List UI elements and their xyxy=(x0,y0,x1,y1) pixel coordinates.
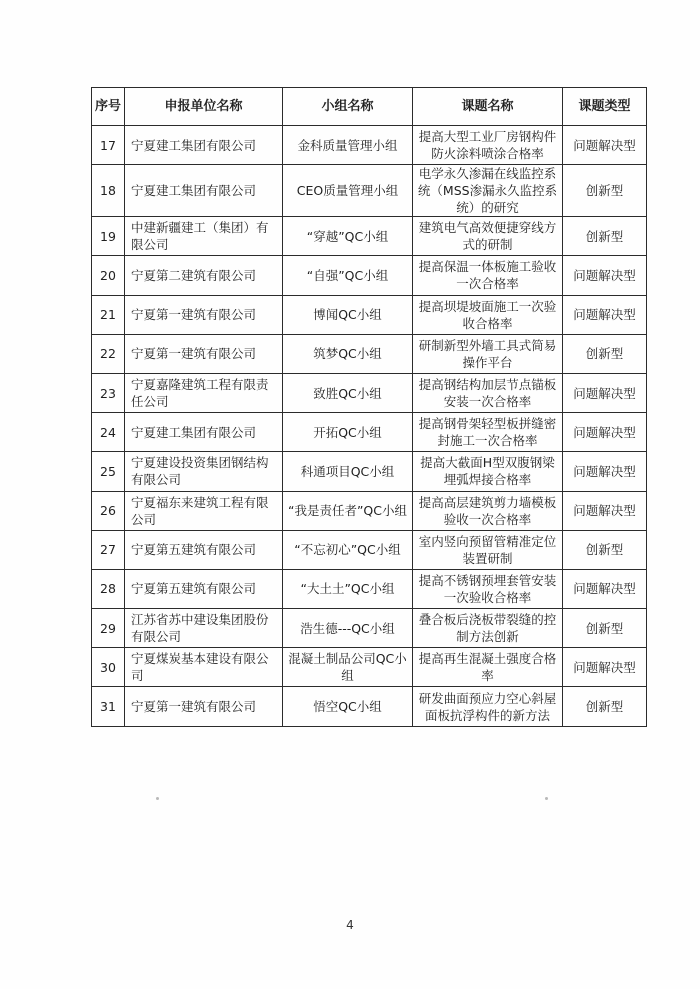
cell-serial-number: 23 xyxy=(92,373,125,412)
cell-serial-number: 29 xyxy=(92,609,125,648)
cell-topic-name: 叠合板后浇板带裂缝的控制方法创新 xyxy=(413,609,563,648)
cell-serial-number: 25 xyxy=(92,452,125,491)
cell-serial-number: 17 xyxy=(92,126,125,165)
cell-topic-type: 问题解决型 xyxy=(563,648,647,687)
cell-unit-name: 宁夏第二建筑有限公司 xyxy=(125,256,283,295)
cell-unit-name: 中建新疆建工（集团）有限公司 xyxy=(125,217,283,256)
cell-group-name: CEO质量管理小组 xyxy=(283,165,413,217)
table-row xyxy=(92,648,647,687)
table-row xyxy=(92,530,647,569)
cell-topic-name: 提高坝堤坡面施工一次验收合格率 xyxy=(413,295,563,334)
cell-serial-number: 26 xyxy=(92,491,125,530)
cell-unit-name: 宁夏第五建筑有限公司 xyxy=(125,569,283,608)
cell-serial-number: 30 xyxy=(92,648,125,687)
table-row xyxy=(92,609,647,648)
cell-unit-name: 宁夏煤炭基本建设有限公司 xyxy=(125,648,283,687)
cell-topic-type: 问题解决型 xyxy=(563,295,647,334)
cell-topic-type: 创新型 xyxy=(563,687,647,726)
table-row xyxy=(92,165,647,217)
cell-unit-name: 宁夏第一建筑有限公司 xyxy=(125,295,283,334)
table-row xyxy=(92,687,647,726)
cell-group-name: 浩生德---QC小组 xyxy=(283,609,413,648)
cell-unit-name: 宁夏建工集团有限公司 xyxy=(125,413,283,452)
table-row xyxy=(92,126,647,165)
cell-group-name: 筑梦QC小组 xyxy=(283,334,413,373)
cell-unit-name: 宁夏建设投资集团钢结构有限公司 xyxy=(125,452,283,491)
cell-topic-name: 提高高层建筑剪力墙模板验收一次合格率 xyxy=(413,491,563,530)
cell-topic-name: 提高大截面H型双腹钢梁埋弧焊接合格率 xyxy=(413,452,563,491)
page-number: 4 xyxy=(346,918,354,932)
cell-topic-type: 问题解决型 xyxy=(563,569,647,608)
cell-serial-number: 21 xyxy=(92,295,125,334)
cell-group-name: 悟空QC小组 xyxy=(283,687,413,726)
cell-topic-name: 电学永久渗漏在线监控系统（MSS渗漏永久监控系统）的研究 xyxy=(413,165,563,217)
cell-topic-type: 创新型 xyxy=(563,334,647,373)
scan-speck xyxy=(545,797,548,800)
table-row xyxy=(92,413,647,452)
cell-group-name: 致胜QC小组 xyxy=(283,373,413,412)
qc-award-table xyxy=(91,87,647,727)
cell-group-name: 开拓QC小组 xyxy=(283,413,413,452)
cell-topic-name: 建筑电气高效便捷穿线方式的研制 xyxy=(413,217,563,256)
cell-group-name: “不忘初心”QC小组 xyxy=(283,530,413,569)
cell-unit-name: 宁夏建工集团有限公司 xyxy=(125,165,283,217)
cell-unit-name: 宁夏第五建筑有限公司 xyxy=(125,530,283,569)
cell-serial-number: 28 xyxy=(92,569,125,608)
table-row xyxy=(92,217,647,256)
table-header-row xyxy=(92,88,647,126)
cell-topic-name: 提高保温一体板施工验收一次合格率 xyxy=(413,256,563,295)
cell-serial-number: 24 xyxy=(92,413,125,452)
cell-topic-type: 问题解决型 xyxy=(563,373,647,412)
table-row xyxy=(92,373,647,412)
cell-group-name: 金科质量管理小组 xyxy=(283,126,413,165)
header-unit-name: 申报单位名称 xyxy=(125,88,283,126)
cell-serial-number: 19 xyxy=(92,217,125,256)
cell-group-name: “大土土”QC小组 xyxy=(283,569,413,608)
table-row xyxy=(92,256,647,295)
cell-topic-type: 创新型 xyxy=(563,609,647,648)
cell-topic-type: 创新型 xyxy=(563,165,647,217)
cell-topic-type: 问题解决型 xyxy=(563,491,647,530)
header-topic-type: 课题类型 xyxy=(563,88,647,126)
cell-serial-number: 18 xyxy=(92,165,125,217)
cell-topic-name: 提高不锈钢预埋套管安装一次验收合格率 xyxy=(413,569,563,608)
cell-unit-name: 宁夏建工集团有限公司 xyxy=(125,126,283,165)
table-row xyxy=(92,491,647,530)
cell-serial-number: 20 xyxy=(92,256,125,295)
cell-topic-name: 室内竖向预留管精准定位装置研制 xyxy=(413,530,563,569)
table-row xyxy=(92,295,647,334)
cell-unit-name: 宁夏嘉隆建筑工程有限责任公司 xyxy=(125,373,283,412)
header-serial-number: 序号 xyxy=(92,88,125,126)
table-row xyxy=(92,569,647,608)
cell-unit-name: 宁夏福东来建筑工程有限公司 xyxy=(125,491,283,530)
cell-topic-name: 提高钢骨架轻型板拼缝密封施工一次合格率 xyxy=(413,413,563,452)
cell-group-name: 混凝土制品公司QC小组 xyxy=(283,648,413,687)
header-topic-name: 课题名称 xyxy=(413,88,563,126)
cell-group-name: “我是责任者”QC小组 xyxy=(283,491,413,530)
cell-topic-type: 创新型 xyxy=(563,530,647,569)
cell-serial-number: 31 xyxy=(92,687,125,726)
table-row xyxy=(92,452,647,491)
cell-topic-type: 创新型 xyxy=(563,217,647,256)
cell-unit-name: 宁夏第一建筑有限公司 xyxy=(125,687,283,726)
table-body xyxy=(92,126,647,727)
cell-topic-type: 问题解决型 xyxy=(563,126,647,165)
scan-speck xyxy=(156,797,159,800)
cell-group-name: 博闻QC小组 xyxy=(283,295,413,334)
cell-topic-name: 研制新型外墙工具式简易操作平台 xyxy=(413,334,563,373)
cell-topic-name: 提高再生混凝土强度合格率 xyxy=(413,648,563,687)
cell-group-name: 科通项目QC小组 xyxy=(283,452,413,491)
cell-unit-name: 宁夏第一建筑有限公司 xyxy=(125,334,283,373)
cell-serial-number: 27 xyxy=(92,530,125,569)
cell-group-name: “自强”QC小组 xyxy=(283,256,413,295)
cell-topic-name: 提高钢结构加层节点锚板安装一次合格率 xyxy=(413,373,563,412)
cell-topic-type: 问题解决型 xyxy=(563,256,647,295)
header-group-name: 小组名称 xyxy=(283,88,413,126)
cell-topic-type: 问题解决型 xyxy=(563,413,647,452)
cell-topic-type: 问题解决型 xyxy=(563,452,647,491)
table-row xyxy=(92,334,647,373)
cell-group-name: “穿越”QC小组 xyxy=(283,217,413,256)
cell-topic-name: 提高大型工业厂房钢构件防火涂料喷涂合格率 xyxy=(413,126,563,165)
cell-serial-number: 22 xyxy=(92,334,125,373)
cell-unit-name: 江苏省苏中建设集团股份有限公司 xyxy=(125,609,283,648)
cell-topic-name: 研发曲面预应力空心斜屋面板抗浮构件的新方法 xyxy=(413,687,563,726)
